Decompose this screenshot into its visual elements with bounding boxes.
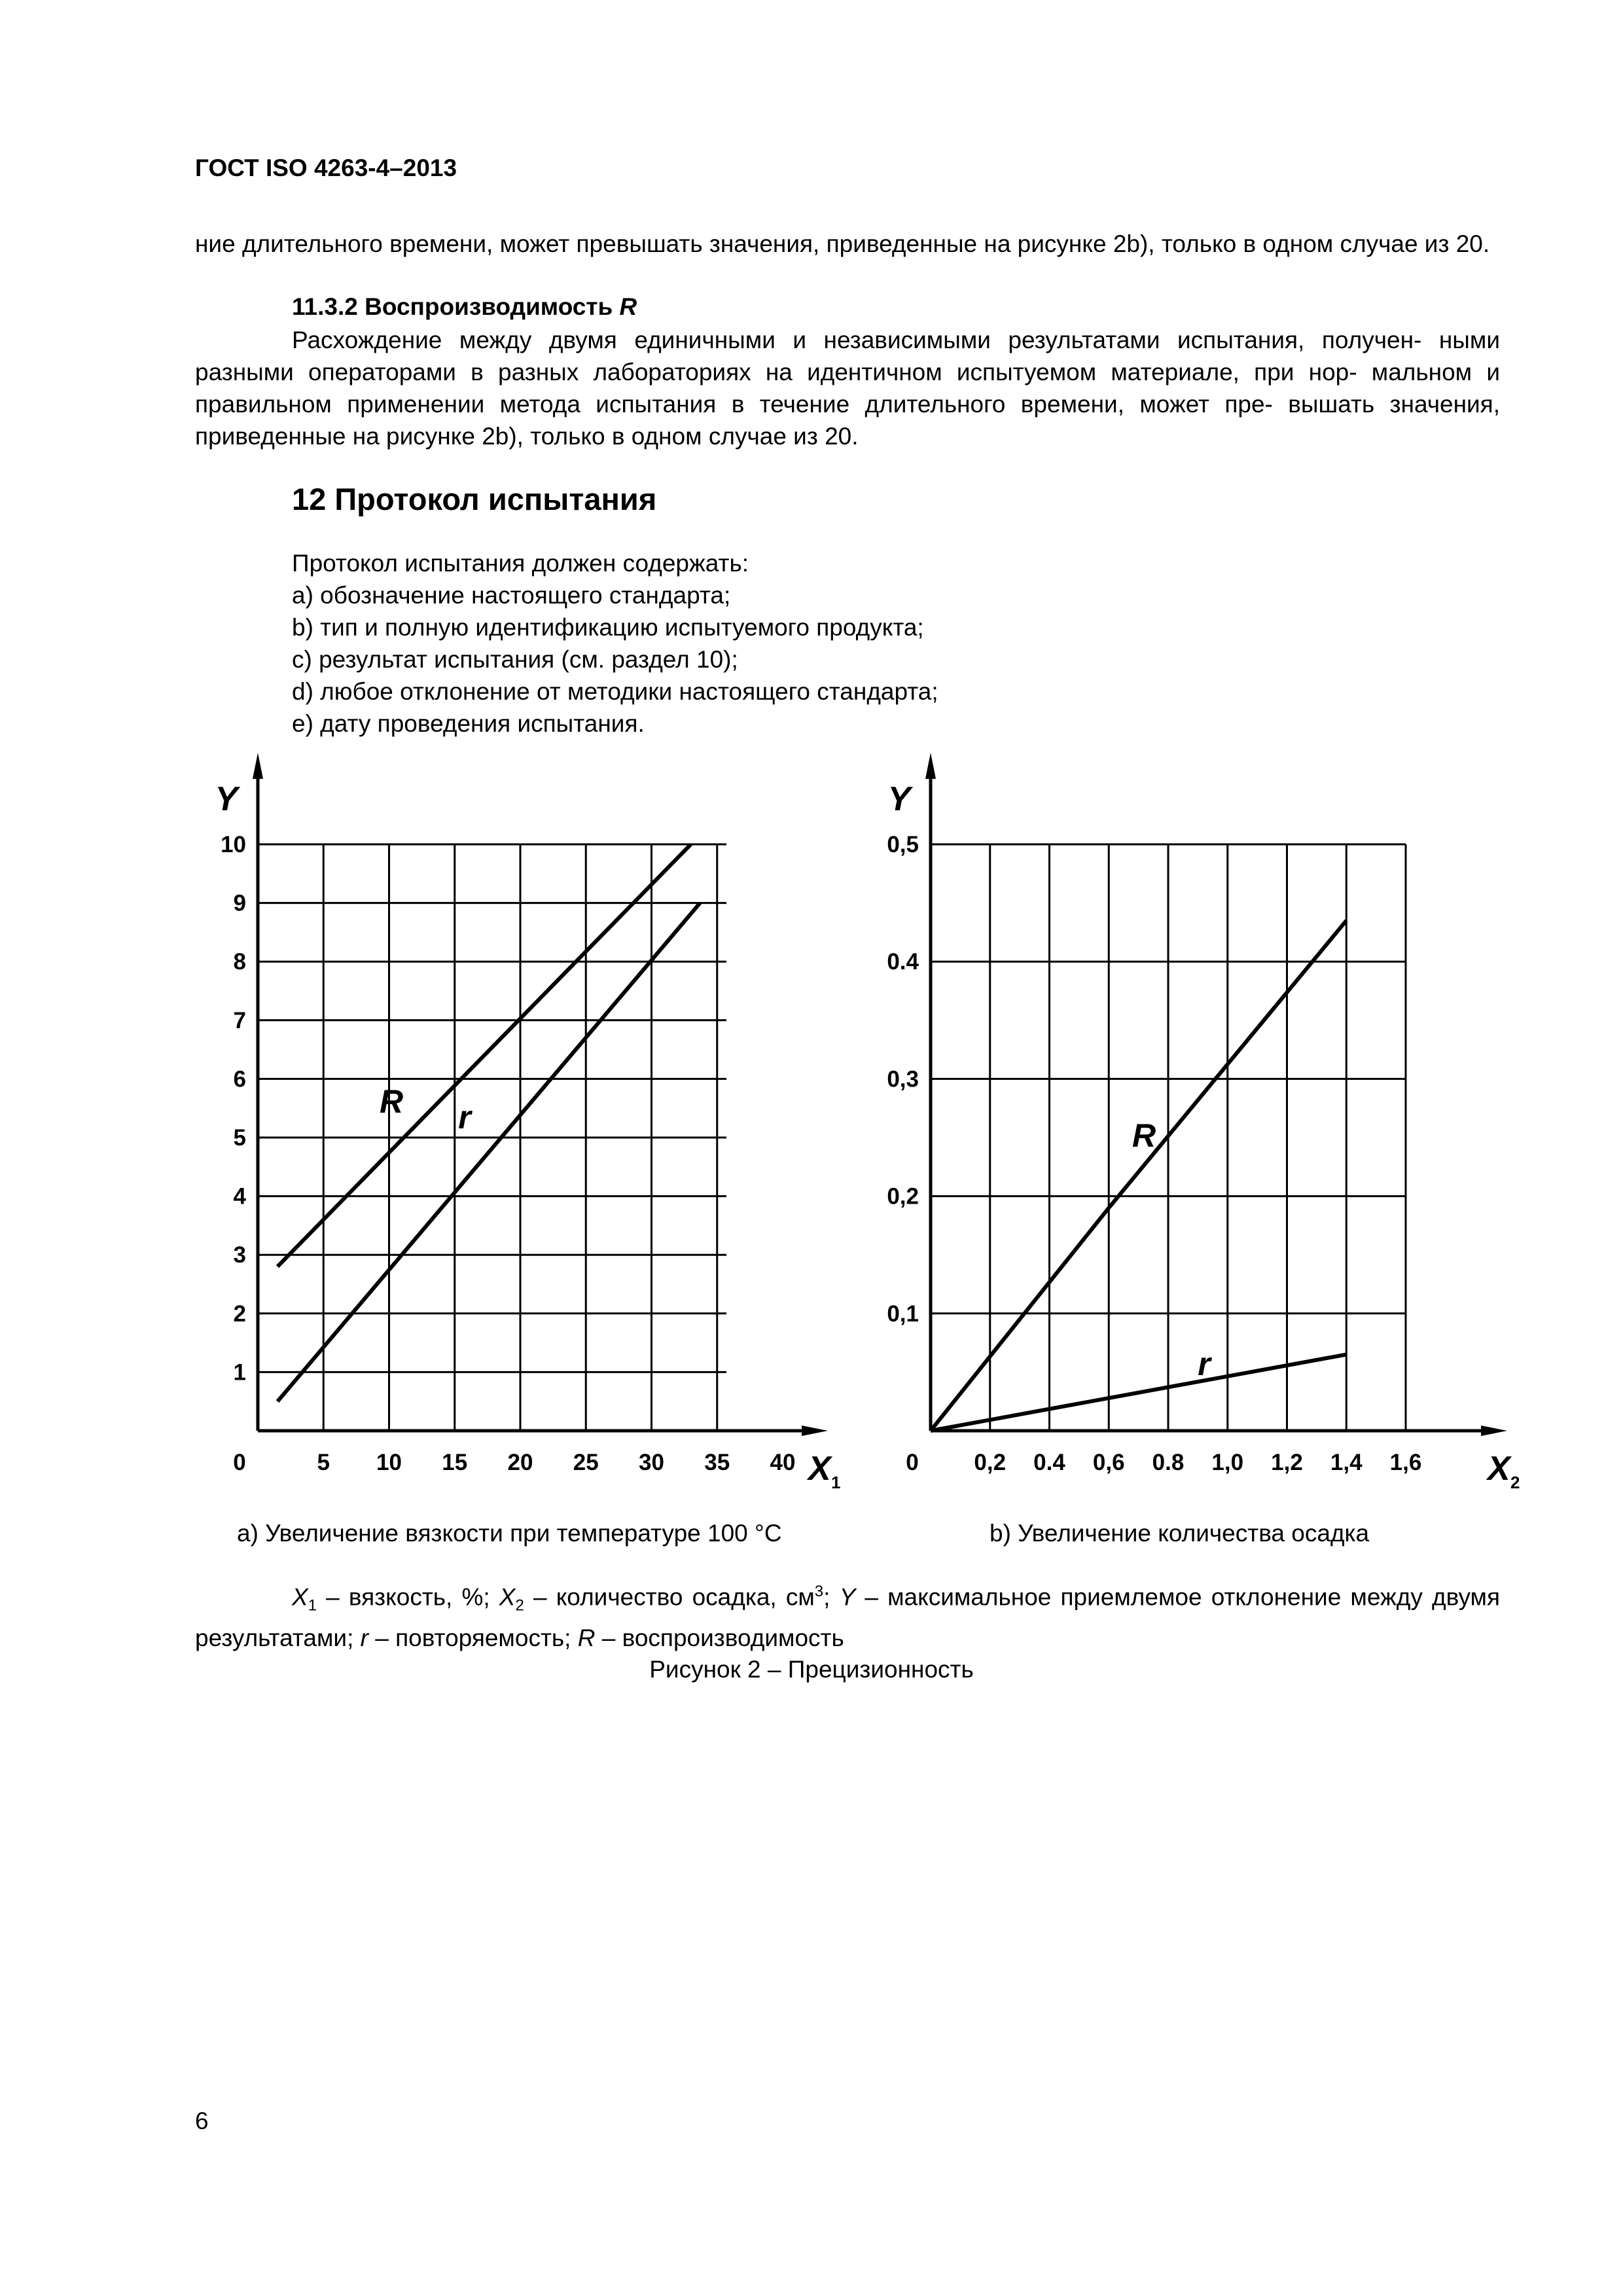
y-tick-label: 3 <box>233 1242 246 1268</box>
legend-y: Y <box>839 1583 856 1611</box>
caption-chart-b: b) Увеличение количества осадка <box>990 1520 1370 1547</box>
y-tick-label: 8 <box>233 949 246 975</box>
x-tick-label: 1,6 <box>1389 1450 1422 1475</box>
list-item: a) обозначение настоящего стандарта; <box>292 582 731 609</box>
paragraph-line: Расхождение между двумя единичными и независимыми результатами испытания, получен- <box>292 327 1422 353</box>
x-tick-label: 0.4 <box>1033 1450 1065 1475</box>
legend-r-text: – повторяемость; <box>368 1624 578 1651</box>
legend-sep: ; <box>823 1583 840 1611</box>
figure-title: Рисунок 2 – Прецизионность <box>649 1656 974 1683</box>
x-axis-label: X <box>808 1450 831 1488</box>
legend-x2-sub: 2 <box>515 1596 524 1615</box>
legend-y-text: – максимальное приемлемое отклонение между двумя результатами; <box>195 1583 1500 1651</box>
x-axis-label-subscript: 2 <box>1510 1473 1520 1492</box>
y-tick-label: 1 <box>233 1359 246 1386</box>
y-tick-label: 0,5 <box>887 832 919 857</box>
series-line-r <box>931 1355 1346 1431</box>
y-tick-label: 0,1 <box>887 1300 919 1327</box>
series-label-r: r <box>1198 1346 1211 1382</box>
list-item: d) любое отклонение от методики настоящего стандарта; <box>292 678 938 705</box>
y-tick-label: 0.4 <box>887 949 919 975</box>
x-tick-label: 0,2 <box>974 1450 1007 1475</box>
figure-legend <box>195 1575 1500 1654</box>
x-tick-label: 1,4 <box>1330 1450 1363 1475</box>
y-axis-label: Y <box>887 780 911 818</box>
y-tick-label: 7 <box>233 1007 246 1033</box>
legend-x2-text: – количество осадка, см <box>524 1583 815 1611</box>
y-axis-label: Y <box>215 780 238 818</box>
y-tick-label: 0,3 <box>887 1066 919 1092</box>
x-tick-label: 35 <box>704 1450 730 1475</box>
y-tick-label: 2 <box>233 1300 246 1327</box>
paragraph-rest: ными разными операторами в разных лабораториях на идентичном испытуемом материале, при нор- мальном и правильном применении метода испытания в течение длительного времени, может пре- вышать значения, приведенные на рисунке 2b), только в одном случае из 20. <box>195 327 1500 450</box>
y-tick-label: 5 <box>233 1125 246 1151</box>
section-title: 12 Протокол испытания <box>292 482 657 516</box>
page-number: 6 <box>195 2108 209 2134</box>
x-tick-label: 1,0 <box>1211 1450 1244 1475</box>
subsection-symbol: R <box>619 293 637 320</box>
x-tick-label: 0,6 <box>1092 1450 1125 1475</box>
x-tick-label: 10 <box>376 1450 402 1475</box>
legend-r: r <box>360 1624 368 1651</box>
paragraph-continuation: ние длительного времени, может превышать значения, приведенные на рисунке 2b), только в одном случае из 20. <box>195 230 1490 257</box>
legend-x1: X <box>292 1583 308 1611</box>
list-item: b) тип и полную идентификацию испытуемого продукта; <box>292 614 924 641</box>
legend-R-text: – воспроизводимость <box>595 1624 844 1651</box>
series-label-R: R <box>379 1083 404 1120</box>
x-axis-label: X <box>1488 1450 1510 1488</box>
subsection-heading-text: 11.3.2 Воспроизводимость <box>292 293 620 320</box>
y-tick-label: 10 <box>221 832 246 857</box>
y-tick-label: 0,2 <box>887 1183 919 1210</box>
x-tick-label: 1,2 <box>1271 1450 1303 1475</box>
x-tick-label: 20 <box>507 1450 533 1475</box>
x-axis-label-subscript: 1 <box>831 1473 841 1492</box>
x-tick-label: 30 <box>639 1450 664 1475</box>
document-header: ГОСТ ISO 4263-4–2013 <box>195 154 457 181</box>
legend-R: R <box>577 1624 596 1651</box>
x-tick-label: 40 <box>770 1450 796 1475</box>
y-tick-label: 9 <box>233 890 246 916</box>
list-intro: Протокол испытания должен содержать: <box>292 550 749 577</box>
y-tick-label: 6 <box>233 1066 246 1092</box>
x-axis-arrow <box>1481 1426 1507 1436</box>
list-item: e) дату проведения испытания. <box>292 710 645 737</box>
x-tick-label: 0 <box>233 1450 246 1475</box>
series-label-R: R <box>1132 1117 1156 1154</box>
series-line-R <box>931 920 1346 1431</box>
y-axis-arrow <box>925 753 936 779</box>
x-tick-label: 25 <box>573 1450 599 1475</box>
x-tick-label: 0.8 <box>1152 1450 1185 1475</box>
legend-x2: X <box>499 1583 516 1611</box>
series-label-r: r <box>458 1099 471 1136</box>
caption-chart-a: a) Увеличение вязкости при температуре 100 °C <box>237 1520 782 1547</box>
list-item: c) результат испытания (см. раздел 10); <box>292 646 738 673</box>
y-tick-label: 4 <box>233 1183 246 1210</box>
x-tick-label: 0 <box>906 1450 919 1475</box>
x-tick-label: 15 <box>442 1450 468 1475</box>
x-tick-label: 5 <box>317 1450 330 1475</box>
legend-x1-sub: 1 <box>308 1596 317 1615</box>
legend-x1-text: – вязкость, %; <box>317 1583 499 1611</box>
legend-x2-sup: 3 <box>814 1583 824 1600</box>
